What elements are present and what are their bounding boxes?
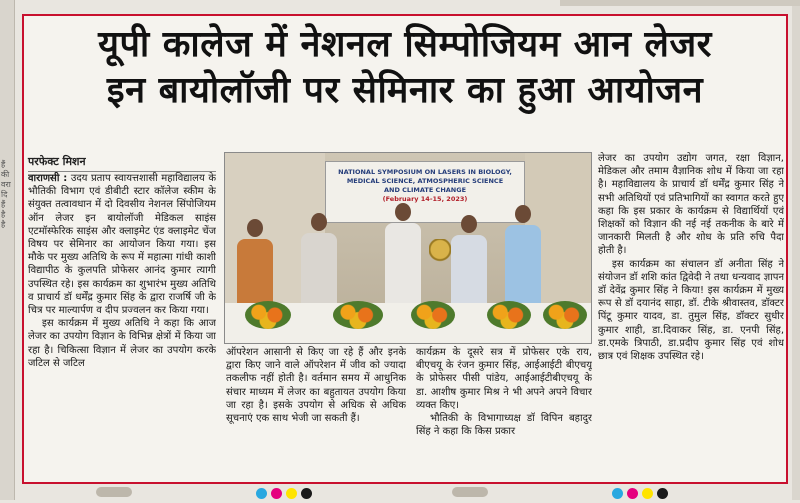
symposium-banner [325,161,525,223]
right-page-edge [792,0,800,500]
cyan-dot [612,488,623,499]
headline [24,22,786,114]
yellow-dot [642,488,653,499]
banner-line-1: NATIONAL SYMPOSIUM ON LASERS IN BIOLOGY, [338,168,512,176]
column-1-paragraph-2: इस कार्यक्रम में मुख्य अतिथि ने कहा कि आज लेजर का उपयोग विज्ञान के विभिन्न क्षेत्रों में किया जा रहा है। चिकित्सा विज्ञान में लेजर का उपयोग करके जटिल से जटिल [28,318,216,369]
color-registration-dots [256,484,316,496]
banner-line-3: AND CLIMATE CHANGE [383,186,467,194]
registration-mark [452,487,488,497]
person-4 [451,215,487,307]
article-column-3 [416,346,592,482]
magenta-dot [627,488,638,499]
flower-bouquet-icon [245,301,291,329]
flower-bouquet-icon [411,301,455,329]
person-3 [385,203,421,309]
event-photo [224,152,592,344]
column-3-paragraph-2: भौतिकी के विभागाध्यक्ष डॉ विपिन बहादुर सिंह ने कहा कि किस प्रकार [416,413,592,438]
flower-bouquet-icon [333,301,383,329]
banner-date: (February 14-15, 2023) [382,195,468,203]
black-dot [657,488,668,499]
headline-line-2: इन बायोलॉजी पर सेमिनार का हुआ आयोजन [106,70,704,111]
column-3-paragraph-1: कार्यक्रम के दूसरे सत्र में प्रोफेसर एके राय, बीएचयू के रंजन कुमार सिंह, आईआईटी बीएचयू के प्रोफेसर पीसी पांडेय, आईआईटीबीएचयू के डा. आशीष कुमार मिश्र ने भी अपने अपने विचार व्यक्त किए। [416,347,592,411]
adjacent-page-edge [0,0,15,500]
yellow-dot [286,488,297,499]
trophy-icon [429,239,451,269]
article-column-1 [28,172,216,482]
article-column-4 [598,152,784,484]
registration-mark [96,487,132,497]
article-column-2: ऑपरेशन आसानी से किए जा रहे हैं और इनके द्वारा किए जाने वाले ऑपरेशन में जीव को ज्यादा तकलीफ नहीं होती है। वर्तमान समय में आधुनिक संचार माध्यम में लेजर का बहुतायत उपयोग किया जा रहा है। इसके उपयोग से अधिक से अधिक सूचनाएं एक साथ भेजी जा सकती हैं। [226,347,406,425]
person-1 [237,219,273,311]
byline: परफेक्ट मिशन [28,154,216,172]
top-paper-strip [560,0,800,6]
news-article [22,14,788,484]
magenta-dot [271,488,282,499]
black-dot [301,488,312,499]
headline-line-1: यूपी कालेज में नेशनल सिम्पोजियम आन लेजर [98,24,712,65]
flower-bouquet-icon [543,301,587,329]
banner-line-2: MEDICAL SCIENCE, ATMOSPHERIC SCIENCE [346,177,504,185]
color-registration-dots [612,484,672,496]
person-5 [505,205,541,307]
flower-bouquet-icon [487,301,531,329]
cyan-dot [256,488,267,499]
column-4-paragraph-1: लेजर का उपयोग उद्योग जगत, रक्षा विज्ञान, मेडिकल और तमाम वैज्ञानिक शोध में किया जा रहा है। महाविद्यालय के प्राचार्य डॉ धर्मेंद्र कुमार सिंह ने सभी अतिथियों एवं प्रतिभागियों का स्वागत करते हुए कहा कि इस प्रकार के कार्यक्रम से विद्यार्थियों एवं शिक्षकों को विज्ञान की नई नई तकनीक के बारे में जानकारी मिलती है और शोध के प्रति रुचि पैदा होती है। [598,153,784,257]
dateline: वाराणसी : [28,173,68,184]
person-2 [301,213,337,305]
column-1-paragraph-1: उदय प्रताप स्वायत्तशासी महाविद्यालय के भौतिकी विभाग एवं डीबीटी स्टार कॉलेज स्कीम के संयुक्त तत्वावधान में दो दिवसीय नेशनल सिंपोजियम ऑन लेजर इन बायोलॉजी मेडिकल साइंस एटमॉस्फेरिक साइंस और क्लाइमेट एंड क्लाइमेट चेंज विषय पर सेमिनार का आयोजन किया गया। इस मौके पर मुख्य अतिथि के रूप में महात्मा गांधी काशी विद्यापीठ के कुलपति प्रोफेसर आनंद कुमार त्यागी उपस्थित रहे। इस कार्यक्रम का शुभारंभ मुख्य अतिथि व प्राचार्य डॉ धर्मेंद्र कुमार सिंह के द्वारा राजर्षि जी के चित्र पर माल्यार्पण व दीप प्रज्वलन कर किया गया। [28,173,216,317]
adjacent-column-fragment: हैं की वरा दि हैं है है [1,160,11,229]
column-4-paragraph-2: इस कार्यक्रम का संचालन डॉ अनीता सिंह ने संयोजन डॉ शशि कांत द्विवेदी ने तथा धन्यवाद ज्ञापन डॉ देवेंद्र कुमार सिंह ने किया! इस कार्यक्रम में मुख्य रूप से डॉ दयानंद साहा, डॉ. टीके श्रीवास्तव, डॉक्टर पिंटू कुमार यादव, डा. तुमुल सिंह, डॉक्टर सुधीर कुमार शाही, डा.दिवाकर सिंह, डा. एनपी सिंह, डा.एमके त्रिपाठी, डा.प्रदीप कुमार सिंह एवं शोध छात्र एवं शिक्षक उपस्थित रहे। [598,258,784,363]
